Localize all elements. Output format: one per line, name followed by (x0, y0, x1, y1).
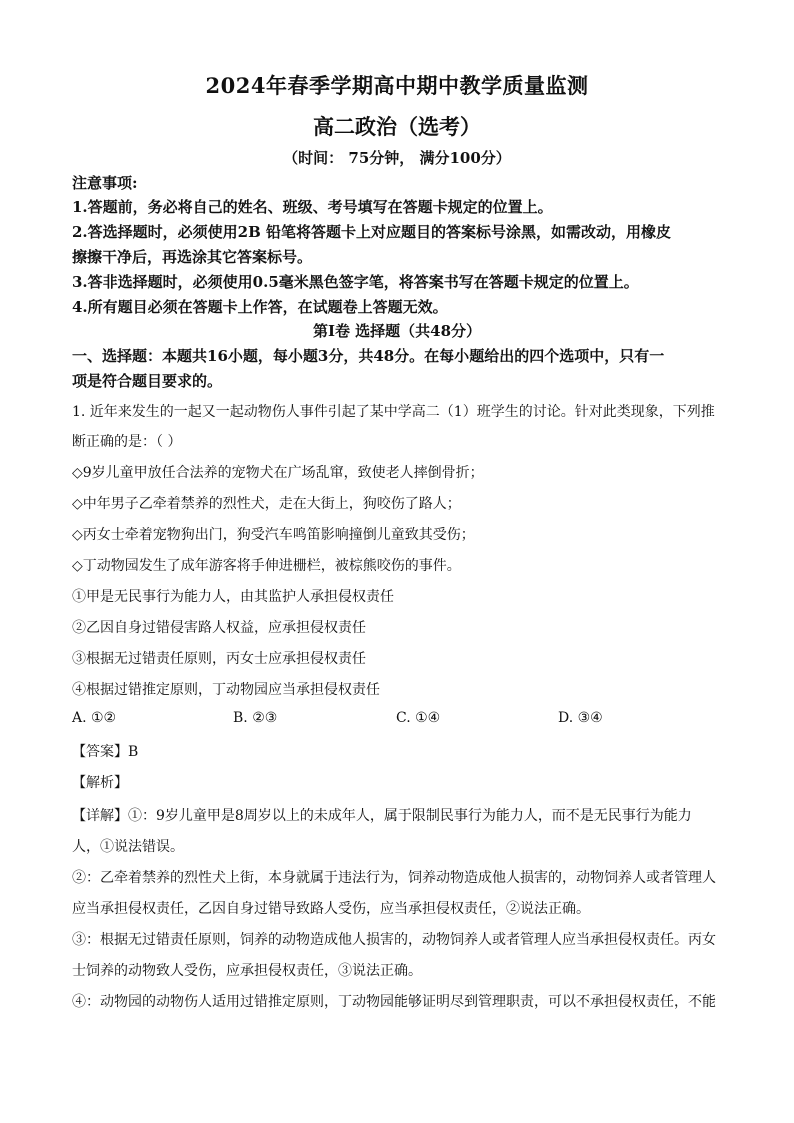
section-intro-1: 一、选择题：本题共16小题，每小题3分，共48分。在每小题给出的四个选项中，只有一 (72, 347, 665, 365)
exam-meta: （时间： 75分钟， 满分100分） (283, 149, 511, 167)
case-item-4: ◇丁动物园发生了成年游客将手伸进栅栏，被棕熊咬伤的事件。 (72, 558, 461, 574)
option-c: C. ①④ (396, 710, 441, 726)
note-item-2-cont: 擦擦干净后，再选涂其它答案标号。 (72, 248, 313, 266)
option-a: A. ①② (72, 710, 117, 726)
note-item-4: 4.所有题目必须在答题卡上作答，在试题卷上答题无效。 (72, 298, 448, 316)
option-b: B. ②③ (233, 710, 278, 726)
detail-line-6: 士饲养的动物致人受伤，应承担侵权责任，③说法正确。 (72, 963, 422, 979)
detail-line-7: ④：动物园的动物伤人适用过错推定原则，丁动物园能够证明尽到管理职责，可以不承担侵权责任，不能 (72, 994, 716, 1010)
statement-2: ②乙因自身过错侵害路人权益，应承担侵权责任 (72, 620, 366, 636)
answer-label: 【答案】B (72, 744, 139, 760)
case-item-3: ◇丙女士牵着宠物狗出门，狗受汽车鸣笛影响撞倒儿童致其受伤； (72, 527, 475, 543)
detail-line-1: 【详解】①：9岁儿童甲是8周岁以上的未成年人，属于限制民事行为能力人，而不是无民事行为能力 (72, 808, 692, 824)
exam-title: 2024年春季学期高中期中教学质量监测 (205, 73, 589, 98)
note-item-2: 2.答选择题时，必须使用2B 铅笔将答题卡上对应题目的答案标号涂黑，如需改动，用橡皮 (72, 223, 672, 241)
note-item-1: 1.答题前，务必将自己的姓名、班级、考号填写在答题卡规定的位置上。 (72, 198, 553, 216)
case-item-2: ◇中年男子乙牵着禁养的烈性犬，走在大街上，狗咬伤了路人； (72, 496, 461, 512)
detail-line-2: 人，①说法错误。 (72, 839, 184, 855)
detail-line-5: ③：根据无过错责任原则，饲养的动物造成他人损害的，动物饲养人或者管理人应当承担侵权责任。丙女 (72, 932, 716, 948)
section-intro-2: 项是符合题目要求的。 (72, 372, 223, 390)
statement-3: ③根据无过错责任原则，丙女士应承担侵权责任 (72, 651, 366, 667)
option-d: D. ③④ (558, 710, 603, 726)
detail-line-3: ②：乙牵着禁养的烈性犬上街，本身就属于违法行为，饲养动物造成他人损害的，动物饲养人或者管理人 (72, 870, 716, 886)
analysis-label: 【解析】 (72, 775, 128, 791)
statement-1: ①甲是无民事行为能力人，由其监护人承担侵权责任 (72, 589, 394, 605)
statement-4: ④根据过错推定原则，丁动物园应当承担侵权责任 (72, 682, 380, 698)
section-title: 第Ⅰ卷 选择题（共48分） (312, 322, 482, 340)
note-item-3: 3.答非选择题时，必须使用0.5毫米黑色签字笔，将答案书写在答题卡规定的位置上。 (72, 273, 639, 291)
question-stem-2: 断正确的是：（ ） (72, 434, 182, 450)
notes-heading: 注意事项: (72, 174, 138, 192)
exam-subtitle: 高二政治（选考） (313, 114, 481, 139)
question-stem-1: 1. 近年来发生的一起又一起动物伤人事件引起了某中学高二（1）班学生的讨论。针对此类现象，下列推 (72, 404, 715, 420)
detail-line-4: 应当承担侵权责任，乙因自身过错导致路人受伤，应当承担侵权责任，②说法正确。 (72, 901, 590, 917)
case-item-1: ◇9岁儿童甲放任合法养的宠物犬在广场乱窜，致使老人摔倒骨折； (72, 465, 484, 481)
